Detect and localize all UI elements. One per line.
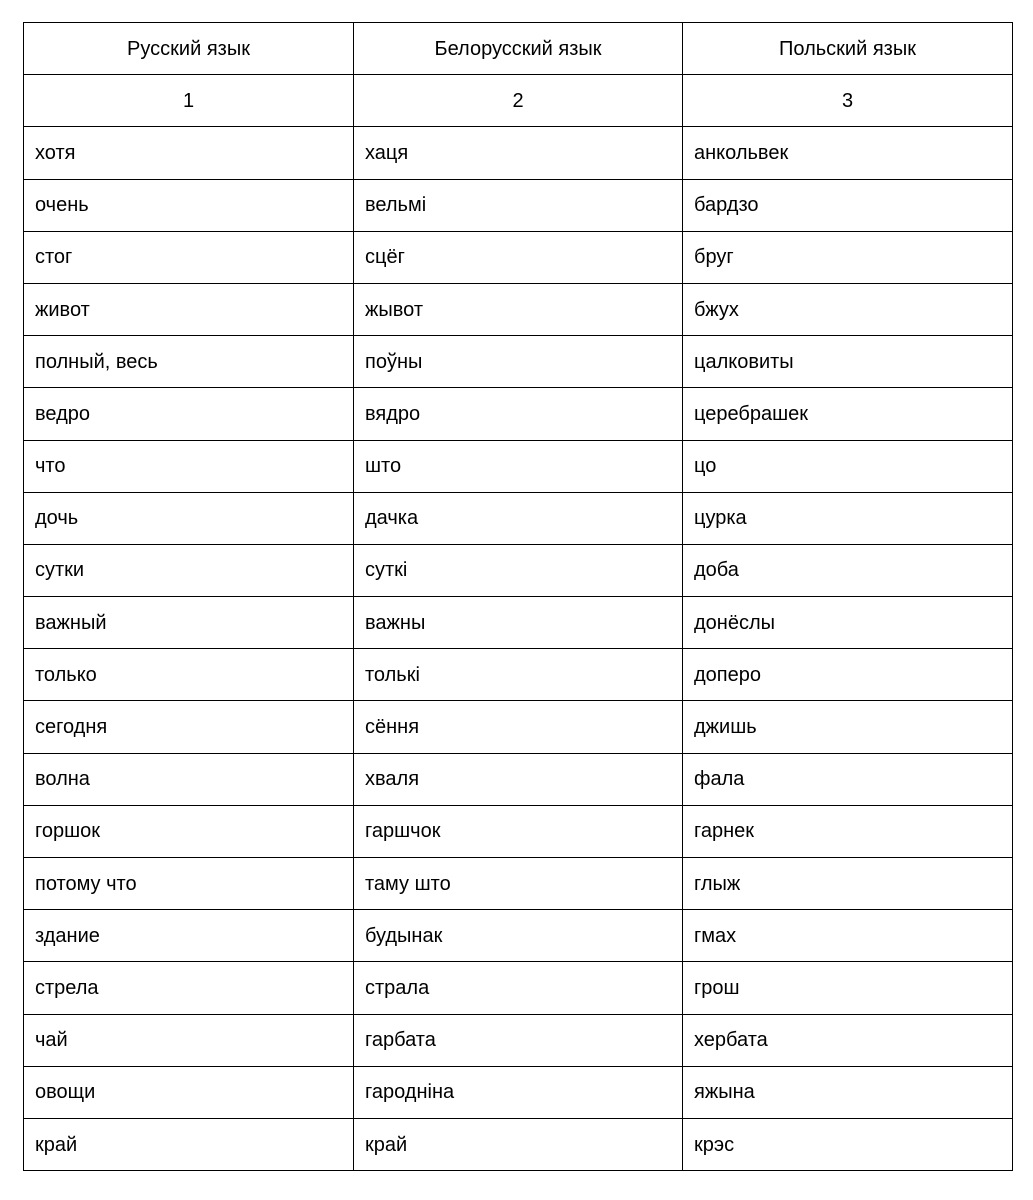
header-russian: Русский язык xyxy=(24,23,354,75)
polish-word: доперо xyxy=(683,649,1013,701)
polish-word: яжына xyxy=(683,1066,1013,1118)
table-row xyxy=(24,283,1013,335)
belarusian-word: гаршчок xyxy=(354,805,683,857)
russian-word: овощи xyxy=(24,1066,354,1118)
table-row xyxy=(24,492,1013,544)
table-row xyxy=(24,962,1013,1014)
belarusian-word: хваля xyxy=(354,753,683,805)
belarusian-word: што xyxy=(354,440,683,492)
table-row xyxy=(24,1014,1013,1066)
table-row xyxy=(24,388,1013,440)
polish-word: доба xyxy=(683,544,1013,596)
column-number-row xyxy=(24,75,1013,127)
polish-word: грош xyxy=(683,962,1013,1014)
polish-word: хербата xyxy=(683,1014,1013,1066)
belarusian-word: сцёг xyxy=(354,231,683,283)
header-belarusian: Белорусский язык xyxy=(354,23,683,75)
table-body xyxy=(24,75,1013,1171)
belarusian-word: жывот xyxy=(354,283,683,335)
russian-word: волна xyxy=(24,753,354,805)
header-row xyxy=(24,23,1013,75)
table-row xyxy=(24,1066,1013,1118)
polish-word: бжух xyxy=(683,283,1013,335)
column-number-2: 2 xyxy=(354,75,683,127)
russian-word: что xyxy=(24,440,354,492)
polish-word: бруг xyxy=(683,231,1013,283)
polish-word: цалковиты xyxy=(683,336,1013,388)
polish-word: гарнек xyxy=(683,805,1013,857)
table-row xyxy=(24,1118,1013,1170)
belarusian-word: вядро xyxy=(354,388,683,440)
table-row xyxy=(24,649,1013,701)
column-number-1: 1 xyxy=(24,75,354,127)
russian-word: сутки xyxy=(24,544,354,596)
table-row xyxy=(24,231,1013,283)
polish-word: церебрашек xyxy=(683,388,1013,440)
russian-word: ведро xyxy=(24,388,354,440)
russian-word: здание xyxy=(24,910,354,962)
russian-word: дочь xyxy=(24,492,354,544)
russian-word: хотя xyxy=(24,127,354,179)
belarusian-word: важны xyxy=(354,597,683,649)
vocabulary-table xyxy=(23,22,1013,1171)
russian-word: важный xyxy=(24,597,354,649)
russian-word: полный, весь xyxy=(24,336,354,388)
table-row xyxy=(24,127,1013,179)
table-row xyxy=(24,701,1013,753)
polish-word: цо xyxy=(683,440,1013,492)
russian-word: сегодня xyxy=(24,701,354,753)
belarusian-word: сёння xyxy=(354,701,683,753)
belarusian-word: толькі xyxy=(354,649,683,701)
belarusian-word: край xyxy=(354,1118,683,1170)
russian-word: стрела xyxy=(24,962,354,1014)
polish-word: крэс xyxy=(683,1118,1013,1170)
polish-word: бардзо xyxy=(683,179,1013,231)
polish-word: цурка xyxy=(683,492,1013,544)
header-polish: Польский язык xyxy=(683,23,1013,75)
belarusian-word: страла xyxy=(354,962,683,1014)
belarusian-word: поўны xyxy=(354,336,683,388)
table-row xyxy=(24,336,1013,388)
belarusian-word: суткі xyxy=(354,544,683,596)
polish-word: анкольвек xyxy=(683,127,1013,179)
table-row xyxy=(24,440,1013,492)
belarusian-word: дачка xyxy=(354,492,683,544)
table-row xyxy=(24,179,1013,231)
belarusian-word: вельмі xyxy=(354,179,683,231)
belarusian-word: хаця xyxy=(354,127,683,179)
russian-word: чай xyxy=(24,1014,354,1066)
vocabulary-table-container xyxy=(23,22,1012,1171)
russian-word: живот xyxy=(24,283,354,335)
polish-word: джишь xyxy=(683,701,1013,753)
table-row xyxy=(24,805,1013,857)
table-row xyxy=(24,753,1013,805)
table-row xyxy=(24,858,1013,910)
russian-word: только xyxy=(24,649,354,701)
polish-word: глыж xyxy=(683,858,1013,910)
russian-word: край xyxy=(24,1118,354,1170)
belarusian-word: таму што xyxy=(354,858,683,910)
table-row xyxy=(24,597,1013,649)
polish-word: гмах xyxy=(683,910,1013,962)
polish-word: донёслы xyxy=(683,597,1013,649)
column-number-3: 3 xyxy=(683,75,1013,127)
russian-word: горшок xyxy=(24,805,354,857)
russian-word: очень xyxy=(24,179,354,231)
russian-word: стог xyxy=(24,231,354,283)
polish-word: фала xyxy=(683,753,1013,805)
russian-word: потому что xyxy=(24,858,354,910)
belarusian-word: гародніна xyxy=(354,1066,683,1118)
belarusian-word: будынак xyxy=(354,910,683,962)
table-row xyxy=(24,910,1013,962)
table-row xyxy=(24,544,1013,596)
belarusian-word: гарбата xyxy=(354,1014,683,1066)
